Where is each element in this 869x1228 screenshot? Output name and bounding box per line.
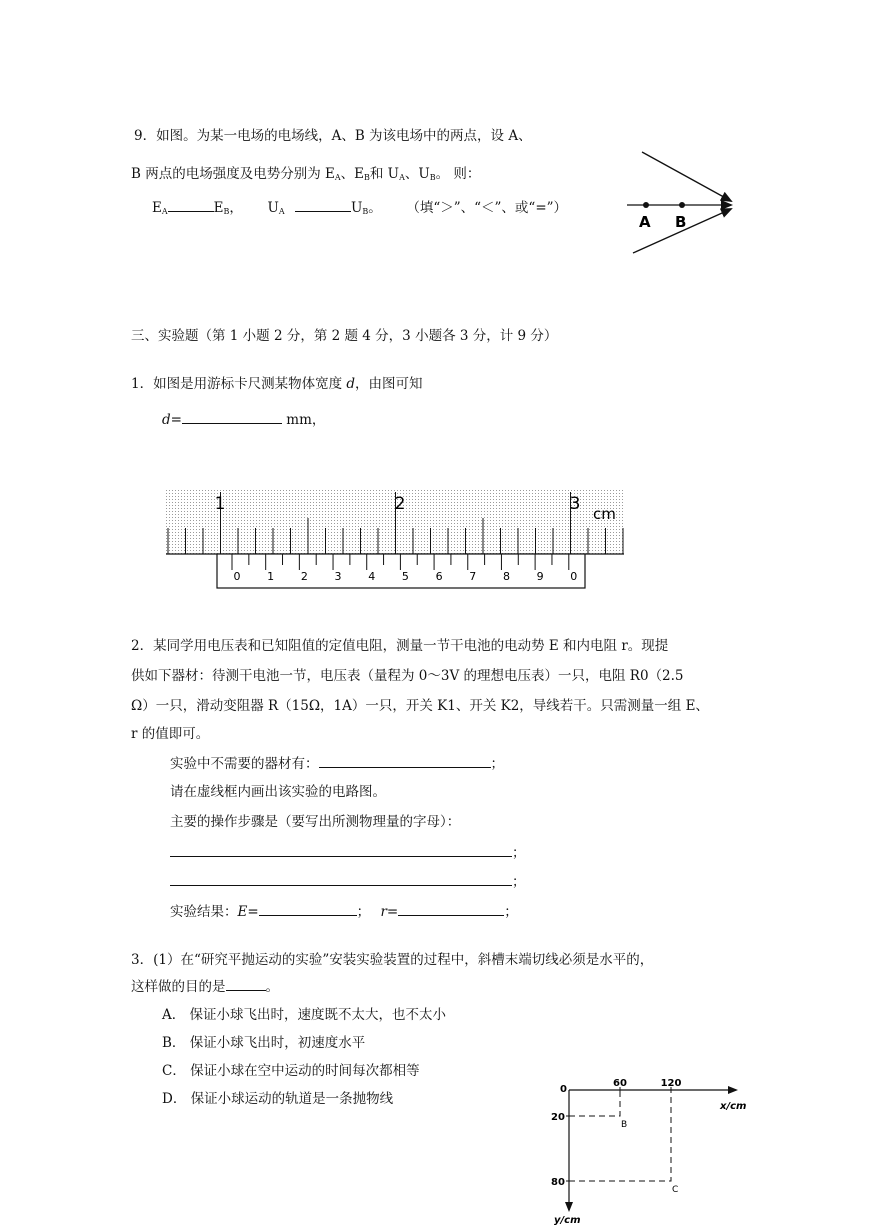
result-label: 实验结果： — [170, 904, 238, 920]
q9-line2-pre: B 两点的电场强度及电势分别为 E — [131, 166, 335, 182]
unit-cm: cm — [593, 505, 616, 523]
semicolon: ； — [356, 904, 371, 920]
y-label-20: 20 — [551, 1112, 565, 1123]
vernier-caliper — [160, 484, 630, 590]
step-row-2 — [170, 870, 526, 890]
p2-line2: 供如下器材：待测干电池一节，电压表（量程为 0～3V 的理想电压表）一只，电阻 R0（2.5 — [131, 668, 684, 684]
vernier-label: 5 — [401, 570, 409, 583]
e-symbol: E — [152, 200, 162, 216]
blank-ea-eb[interactable] — [168, 199, 214, 212]
comma: 、 — [340, 166, 355, 182]
point-a-label: A — [639, 213, 651, 231]
p2-line3: Ω）一只，滑动变阻器 R（15Ω，1A）一只，开关 K1、开关 K2，导线若干。只需测量一组 E、 — [131, 698, 709, 714]
p2-line1: 2．某同学用电压表和已知阻值的定值电阻，测量一节干电池的电动势 E 和内电阻 r。现提 — [131, 638, 669, 654]
r-eq: r= — [380, 904, 399, 920]
u-symbol: U — [267, 200, 279, 216]
point-b-dot — [679, 202, 685, 208]
x-label-120: 120 — [660, 1078, 682, 1089]
comma: 、 — [404, 166, 419, 182]
semicolon: ； — [512, 874, 526, 890]
step-row-1 — [170, 841, 526, 861]
and-text: 和 U — [369, 166, 400, 182]
u-symbol: U — [418, 166, 430, 182]
origin-label: 0 — [560, 1084, 567, 1095]
guide-b — [569, 1091, 620, 1116]
vernier-label: 7 — [469, 570, 477, 583]
q9-line3 — [152, 196, 567, 216]
point-b-label: B — [621, 1120, 628, 1130]
p3-line1: 3．(1）在“研究平抛运动的实验”安装实验装置的过程中，斜槽末端切线必须是水平的， — [131, 952, 654, 968]
e-symbol: E — [354, 166, 364, 182]
period: 。 — [368, 200, 382, 216]
section3-heading: 三、实验题（第 1 小题 2 分，第 2 题 4 分，3 小题各 3 分，计 9 分） — [131, 328, 558, 344]
option-c: C． 保证小球在空中运动的时间每次都相等 — [162, 1063, 420, 1079]
fill-hint: （填“＞”、“＜”、或“=”） — [406, 200, 568, 216]
semicolon: ； — [504, 904, 518, 920]
field-lines-figure — [625, 145, 745, 260]
steps-label: 主要的操作步骤是（要写出所测物理量的字母）： — [170, 814, 461, 830]
blank-step-2[interactable] — [170, 873, 512, 886]
unneeded-label: 实验中不需要的器材有： — [170, 756, 319, 772]
blank-step-1[interactable] — [170, 844, 512, 857]
sub-b: B — [364, 173, 370, 182]
semicolon: ； — [512, 845, 526, 861]
blank-unneeded[interactable] — [319, 755, 491, 768]
then-text: 。 则： — [435, 166, 481, 182]
option-d: D． 保证小球运动的轨道是一条抛物线 — [162, 1091, 394, 1107]
sub-a: A — [334, 173, 341, 182]
draw-instruction: 请在虚线框内画出该实验的电路图。 — [170, 784, 386, 800]
p1-line1 — [131, 372, 423, 392]
main-label-3: 3 — [569, 494, 581, 514]
period: 。 — [265, 979, 279, 995]
sub-a: A — [161, 207, 168, 216]
y-axis-label: y/cm — [554, 1215, 581, 1226]
result-row — [170, 900, 518, 920]
p2-line4: r 的值即可。 — [131, 726, 210, 742]
y-label-80: 80 — [551, 1177, 565, 1188]
vernier-label: 0 — [570, 570, 578, 583]
vernier-label: 9 — [536, 570, 544, 583]
blank-purpose[interactable] — [226, 978, 266, 991]
p3-purpose: 这样做的目的是 — [131, 979, 226, 995]
vernier-label: 8 — [502, 570, 510, 583]
sub-a: A — [278, 207, 285, 216]
x-axis-label: x/cm — [720, 1101, 747, 1112]
point-b-label: B — [675, 213, 687, 231]
u-symbol: U — [350, 200, 363, 216]
sub-b: B — [362, 207, 369, 216]
unneeded-row — [170, 752, 504, 772]
p1-text-post: ，由图可知 — [355, 376, 423, 392]
main-label-1: 1 — [214, 494, 226, 514]
vernier-label: 2 — [300, 570, 308, 583]
q9-line1: 9．如图。为某一电场的电场线，A、B 为该电场中的两点，设 A、 — [134, 128, 532, 144]
main-label-2: 2 — [394, 494, 406, 514]
point-c-label: C — [672, 1185, 679, 1195]
vernier-label: 1 — [267, 570, 275, 583]
d-eq: d= — [162, 412, 182, 428]
option-b: B． 保证小球飞出时，初速度水平 — [162, 1035, 366, 1051]
p1-text: 1．如图是用游标卡尺测某物体宽度 — [131, 376, 347, 392]
option-a: A． 保证小球飞出时，速度既不太大，也不太小 — [162, 1007, 447, 1023]
field-line-top — [642, 152, 731, 201]
vernier-label: 0 — [233, 570, 241, 583]
sub-b: B — [429, 173, 436, 182]
blank-e[interactable] — [259, 903, 357, 916]
semicolon: ； — [490, 756, 504, 772]
p1-answer — [162, 408, 325, 428]
unit-mm: mm， — [286, 412, 326, 428]
vernier-label: 6 — [435, 570, 443, 583]
sub-a: A — [399, 173, 405, 182]
p3-line2 — [131, 975, 279, 995]
vernier-label: 4 — [368, 570, 376, 583]
e-eq: E= — [237, 904, 259, 920]
point-a-dot — [643, 202, 649, 208]
blank-d[interactable] — [182, 411, 282, 424]
blank-ua-ub[interactable] — [295, 199, 351, 212]
sub-b: B — [223, 207, 230, 216]
blank-r[interactable] — [398, 903, 504, 916]
trajectory-graph — [548, 1078, 763, 1226]
comma: ， — [229, 200, 243, 216]
vernier-label: 3 — [334, 570, 342, 583]
q9-line2 — [131, 162, 480, 182]
e-symbol: E — [213, 200, 224, 216]
x-label-60: 60 — [613, 1078, 627, 1089]
var-d: d — [346, 376, 356, 392]
